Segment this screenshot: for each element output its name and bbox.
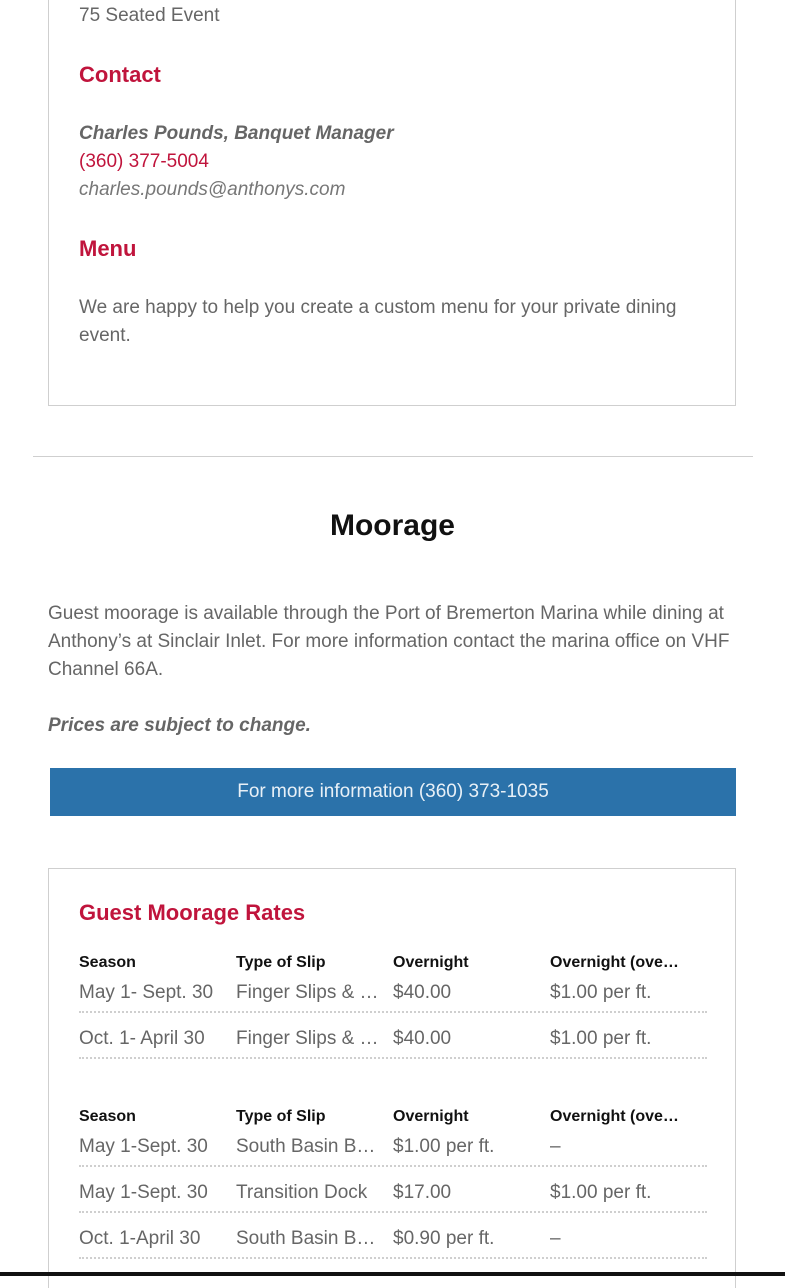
rates-table-summer-winter <box>79 951 707 1071</box>
table-cell: May 1-Sept. 30 <box>79 1136 208 1157</box>
table-row <box>79 1225 707 1271</box>
table-cell: – <box>550 1228 561 1249</box>
contact-heading: Contact <box>79 62 161 87</box>
table-row <box>79 1179 707 1225</box>
menu-heading: Menu <box>79 236 137 261</box>
table-cell: $1.00 per ft. <box>550 1182 652 1203</box>
table-cell: $40.00 <box>393 1028 452 1049</box>
more-info-button[interactable]: For more information (360) 373-1035 <box>50 768 736 816</box>
table-cell: $1.00 per ft. <box>550 1028 652 1049</box>
column-header: Overnight (ove… <box>550 954 679 971</box>
menu-description: We are happy to help you create a custom menu for your private dining event. <box>79 297 677 346</box>
rates-table-basins <box>79 1105 707 1271</box>
table-cell: $1.00 per ft. <box>393 1136 495 1157</box>
table-row <box>79 979 707 1025</box>
table-cell: Oct. 1- April 30 <box>79 1028 205 1049</box>
table-row <box>79 1133 707 1179</box>
moorage-description: Guest moorage is available through the Port of Bremerton Marina while dining at Anthony’s at Sinclair Inlet. For more information contact the marina office on VHF Channel 66A. <box>48 603 730 680</box>
contact-email: charles.pounds@anthonys.com <box>79 179 346 200</box>
column-header: Overnight (ove… <box>550 1108 679 1125</box>
table-header-row <box>79 1105 707 1133</box>
table-cell: $40.00 <box>393 982 452 1003</box>
moorage-title: Moorage <box>329 509 455 542</box>
table-cell: $1.00 per ft. <box>550 982 652 1003</box>
table-cell: May 1-Sept. 30 <box>79 1182 208 1203</box>
table-cell: Oct. 1-April 30 <box>79 1228 201 1249</box>
table-cell: South Basin B… <box>236 1228 376 1249</box>
column-header: Type of Slip <box>236 1108 326 1125</box>
table-row <box>79 1025 707 1071</box>
table-cell: – <box>550 1136 561 1157</box>
column-header: Overnight <box>393 1108 469 1125</box>
contact-name: Charles Pounds, Banquet Manager <box>79 123 394 144</box>
table-cell: Finger Slips & … <box>236 982 379 1003</box>
column-header: Season <box>79 1108 136 1125</box>
column-header: Overnight <box>393 954 469 971</box>
contact-phone-link[interactable]: (360) 377-5004 <box>79 151 209 172</box>
table-cell: $0.90 per ft. <box>393 1228 495 1249</box>
bottom-edge-bar <box>0 1272 785 1276</box>
table-cell: May 1- Sept. 30 <box>79 982 214 1003</box>
capacity-text: 75 Seated Event <box>79 5 220 26</box>
table-header-row <box>79 951 707 979</box>
table-cell: South Basin B… <box>236 1136 376 1157</box>
rates-title: Guest Moorage Rates <box>79 900 306 925</box>
table-cell: Finger Slips & … <box>236 1028 379 1049</box>
table-cell: Transition Dock <box>236 1182 368 1203</box>
table-cell: $17.00 <box>393 1182 452 1203</box>
prices-note: Prices are subject to change. <box>48 715 311 736</box>
section-divider <box>33 456 753 457</box>
column-header: Type of Slip <box>236 954 326 971</box>
column-header: Season <box>79 954 136 971</box>
